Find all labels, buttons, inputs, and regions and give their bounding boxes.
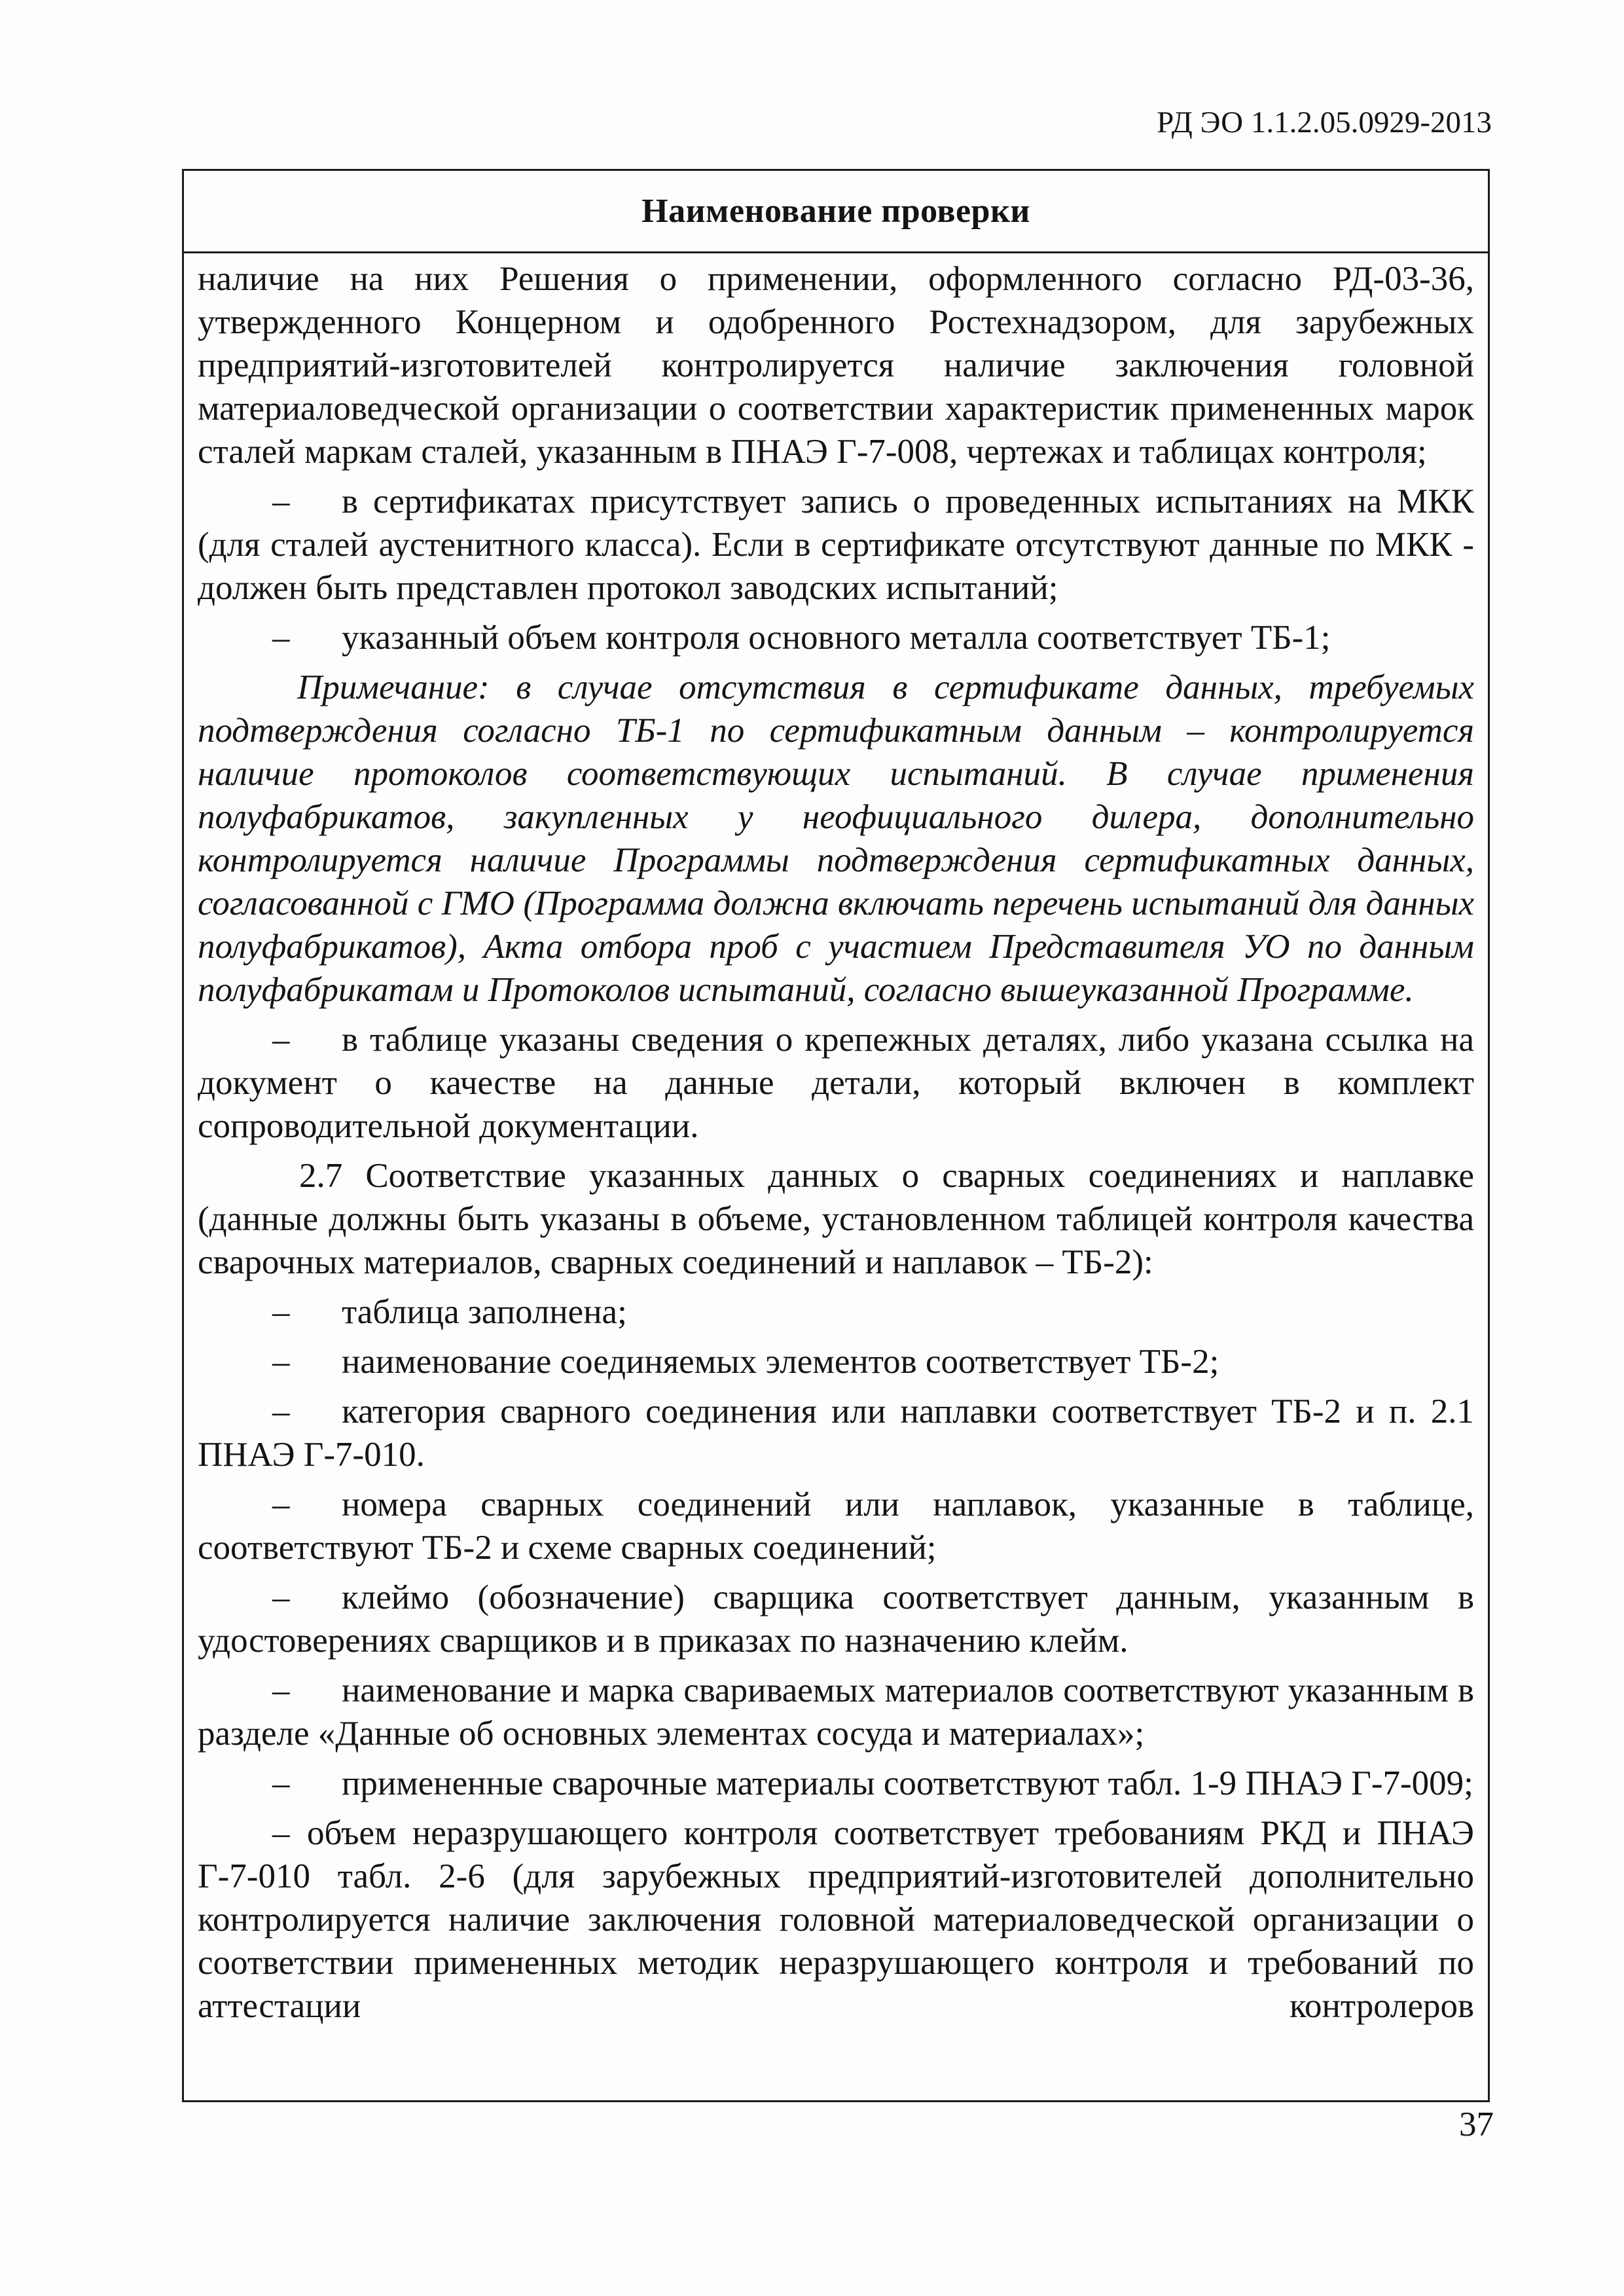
list-item-welder-stamp: – клеймо (обозначение) сварщика соответствует данным, указанным в удостоверениях сварщиков и в приказах по назначению клейм. [198,1578,1474,1660]
list-item-control-volume: – указанный объем контроля основного металла соответствует ТБ-1; [272,619,1331,657]
page-number: 37 [1459,2105,1494,2143]
list-item-mkk-certificates: – в сертификатах присутствует запись о проведенных испытаниях на МКК (для сталей аустенитного класса). Если в сертификате отсутствуют данные по МКК - должен быть представлен протокол заводских испытаний; [198,483,1474,607]
document-code: РД ЭО 1.1.2.05.0929-2013 [1157,105,1492,139]
section-2-7-heading: 2.7 Соответствие указанных данных о сварных соединениях и наплавке (данные должны быть указаны в объеме, установленном таблицей контроля качества сварочных материалов, сварных соединений и наплавок – ТБ-2): [198,1157,1474,1281]
list-item-weld-numbers: – номера сварных соединений или наплавок, указанные в таблице, соответствуют ТБ-2 и схеме сварных соединений; [198,1485,1474,1567]
list-item-welding-materials: – примененные сварочные материалы соответствуют табл. 1-9 ПНАЭ Г-7-009; [272,1764,1473,1802]
list-item-element-names: – наименование соединяемых элементов соответствует ТБ-2; [272,1343,1219,1381]
list-item-weld-category: – категория сварного соединения или наплавки соответствует ТБ-2 и п. 2.1 ПНАЭ Г-7-010. [198,1393,1474,1474]
note-paragraph: Примечание: в случае отсутствия в сертификате данных, требуемых подтверждения согласно ТБ-1 по сертификатным данным – контролируется наличие протоколов соответствующих испытаний. В случае применения полуфабрикатов, закупленных у неофициального дилера, дополнительно контролируется наличие Программы подтверждения сертификатных данных, согласованной с ГМО (Программа должна включать перечень испытаний для данных полуфабрикатов), Акта отбора проб с участием Представителя УО по данным полуфабрикатам и Протоколов испытаний, согласно вышеуказанной Программе. [198,668,1474,1009]
table-cell [184,253,1488,2028]
inspection-table [182,169,1490,2102]
paragraph-decision-on-application: наличие на них Решения о применении, оформленного согласно РД-03-36, утвержденного Концерном и одобренного Ростехнадзором, для зарубежных предприятий-изготовителей контролируется наличие заключения головной материаловедческой организации о соответствии характеристик примененных марок сталей маркам сталей, указанным в ПНАЭ Г-7-008, чертежах и таблицах контроля; [198,260,1474,471]
list-item-table-filled: – таблица заполнена; [272,1293,627,1331]
list-item-materials-grade: – наименование и марка свариваемых материалов соответствуют указанным в разделе «Данные об основных элементах сосуда и материалах»; [198,1671,1474,1753]
table-heading: Наименование проверки [184,171,1488,253]
list-item-ndt-volume: – объем неразрушающего контроля соответствует требованиям РКД и ПНАЭ Г-7-010 табл. 2-6 (для зарубежных предприятий-изготовителей дополнительно контролируется наличие заключения головной материаловедческой организации о соответствии примененных методик неразрушающего контроля и требований по аттестации контролеров [198,1814,1474,2025]
list-item-fasteners: – в таблице указаны сведения о крепежных деталях, либо указана ссылка на документ о качестве на данные детали, который включен в комплект сопроводительной документации. [198,1021,1474,1145]
